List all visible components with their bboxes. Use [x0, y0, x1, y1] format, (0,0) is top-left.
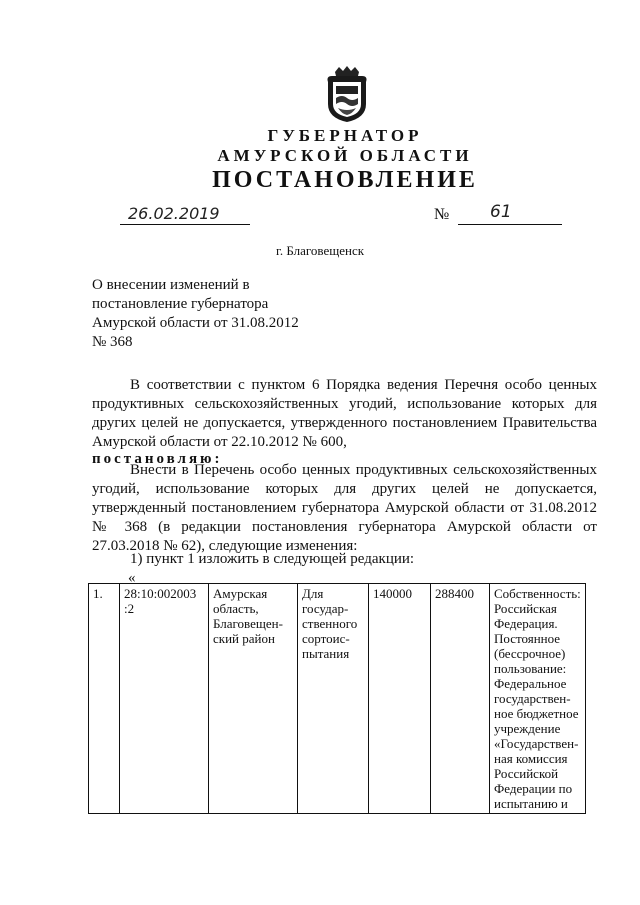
region-heading: АМУРСКОЙ ОБЛАСТИ: [217, 146, 473, 165]
cell-line: учреждение: [494, 721, 561, 736]
city-line: г. Благовещенск: [275, 243, 365, 258]
paragraph-basis: [92, 376, 597, 452]
cell-line: (бессрочное): [494, 646, 566, 661]
cell-line: :2: [124, 601, 135, 616]
coat-of-arms-emblem: [322, 64, 372, 124]
cell-cadastral: [120, 584, 209, 814]
table-row: [89, 584, 586, 814]
cell-number: 1.: [89, 584, 120, 814]
subject-line: О внесении изменений в: [92, 277, 250, 293]
cell-line: Российской: [494, 766, 559, 781]
cell-line: ное бюджетное: [494, 706, 579, 721]
cell-location: [209, 584, 298, 814]
cell-line: государствен-: [494, 691, 571, 706]
cell-line: пытания: [302, 646, 350, 661]
cell-line: ная комиссия: [494, 751, 568, 766]
cell-line: область,: [213, 601, 259, 616]
decree-word: постановляю:: [92, 451, 223, 467]
cell-area-2: 288400: [431, 584, 490, 814]
cell-line: Федеральное: [494, 676, 567, 691]
cell-line: Для: [302, 586, 324, 601]
subject-block: [92, 276, 352, 352]
item-1-line: 1) пункт 1 изложить в следующей редакции:: [130, 551, 415, 567]
number-handwritten: 61: [490, 202, 512, 222]
body-line: 27.03.2018 № 62), следующие изменения:: [92, 538, 358, 554]
body-line: угодий, использование которых для других целей не допускается,: [92, 481, 597, 497]
body-line: утвержденный постановлением губернатора Амурской области от 31.08.2012: [92, 500, 597, 516]
subject-line: № 368: [92, 334, 133, 350]
cell-line: сортоис-: [302, 631, 350, 646]
cell-line: «Государствен-: [494, 736, 579, 751]
cell-owner: [490, 584, 586, 814]
subject-line: постановление губернатора: [92, 296, 269, 312]
land-register-table: [88, 583, 586, 814]
body-line: В соответствии с пунктом 6 Порядка ведения Перечня особо ценных: [130, 377, 597, 393]
cell-area-1: 140000: [369, 584, 431, 814]
cell-line: Благовещен-: [213, 616, 283, 631]
body-line: Внести в Перечень особо ценных продуктивных сельскохозяйственных: [130, 462, 597, 478]
paragraph-changes: [92, 461, 597, 556]
cell-line: Федерации по: [494, 781, 573, 796]
cell-line: пользование:: [494, 661, 567, 676]
date-underline: [120, 224, 250, 225]
cell-line: государ-: [302, 601, 349, 616]
number-underline: [458, 224, 562, 225]
body-line: Амурской области от 22.10.2012 № 600,: [92, 434, 347, 450]
cell-line: Российская: [494, 601, 557, 616]
cell-line: Федерация.: [494, 616, 558, 631]
cell-line: Амурская: [213, 586, 268, 601]
body-line: продуктивных сельскохозяйственных угодий, использование которых для: [92, 396, 597, 412]
cell-line: испытанию и: [494, 796, 568, 811]
document-type-title: ПОСТАНОВЛЕНИЕ: [212, 167, 478, 193]
number-label: №: [434, 206, 450, 223]
cell-purpose: [298, 584, 369, 814]
cell-line: ский район: [213, 631, 275, 646]
opening-quote: «: [128, 570, 136, 586]
governor-heading: ГУБЕРНАТОР: [267, 126, 423, 145]
body-line: других целей не допускается, утвержденного постановлением Правительства: [92, 415, 597, 431]
cell-line: Собственность:: [494, 586, 581, 601]
cell-line: 28:10:002003: [124, 586, 197, 601]
subject-line: Амурской области от 31.08.2012: [92, 315, 299, 331]
body-line: № 368 (в редакции постановления губернатора Амурской области от: [92, 519, 597, 535]
date-handwritten: 26.02.2019: [128, 204, 220, 223]
cell-line: ственного: [302, 616, 358, 631]
cell-line: Постоянное: [494, 631, 561, 646]
